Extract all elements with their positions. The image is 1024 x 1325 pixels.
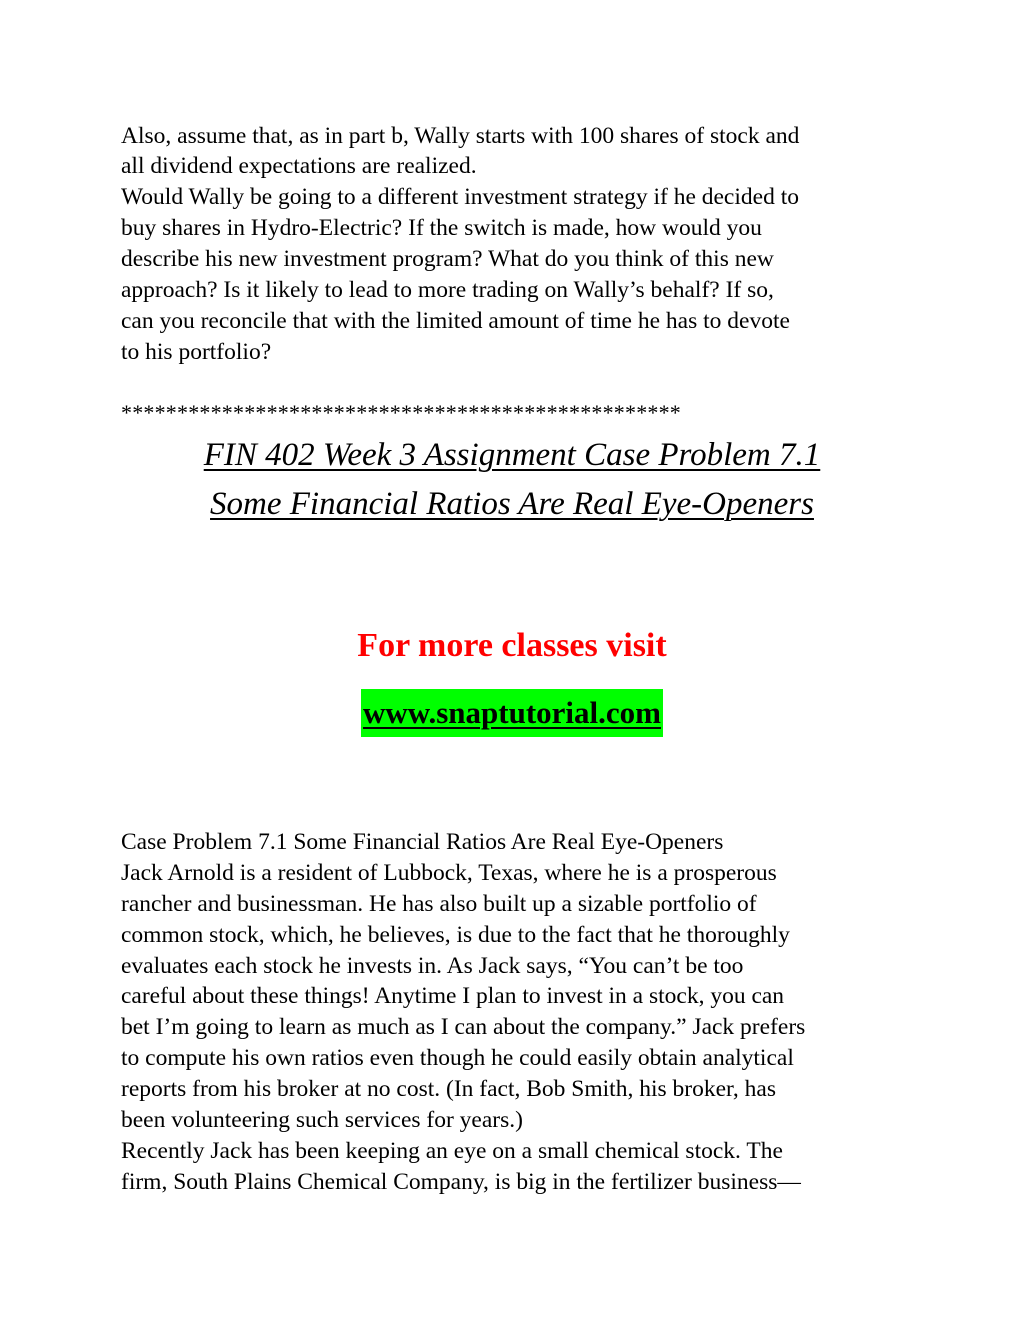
- case-line-4: common stock, which, he believes, is due to the fact that he thoroughly: [121, 922, 790, 948]
- intro-line-6: approach? Is it likely to lead to more trading on Wally’s behalf? If so,: [121, 277, 774, 303]
- intro-line-4: buy shares in Hydro-Electric? If the switch is made, how would you: [121, 215, 762, 241]
- case-line-5: evaluates each stock he invests in. As Jack says, “You can’t be too: [121, 953, 744, 979]
- case-line-1: Case Problem 7.1 Some Financial Ratios Are Real Eye-Openers: [121, 829, 724, 855]
- case-line-12: firm, South Plains Chemical Company, is big in the fertilizer business—: [121, 1169, 801, 1195]
- case-line-11: Recently Jack has been keeping an eye on a small chemical stock. The: [121, 1138, 783, 1164]
- promo-text: For more classes visit: [357, 627, 667, 664]
- case-line-3: rancher and businessman. He has also built up a sizable portfolio of: [121, 891, 757, 917]
- case-line-2: Jack Arnold is a resident of Lubbock, Texas, where he is a prosperous: [121, 860, 777, 886]
- document-title-line-1: FIN 402 Week 3 Assignment Case Problem 7.1: [203, 437, 821, 473]
- snaptutorial-link[interactable]: www.snaptutorial.com: [361, 689, 663, 737]
- promo-url-container: [0, 689, 1024, 737]
- case-line-7: bet I’m going to learn as much as I can about the company.” Jack prefers: [121, 1014, 806, 1040]
- intro-line-8: to his portfolio?: [121, 339, 272, 365]
- case-line-9: reports from his broker at no cost. (In fact, Bob Smith, his broker, has: [121, 1076, 776, 1102]
- intro-line-1: Also, assume that, as in part b, Wally starts with 100 shares of stock and: [121, 123, 800, 149]
- document-title-line-2: Some Financial Ratios Are Real Eye-Openers: [210, 486, 814, 522]
- intro-line-5: describe his new investment program? What do you think of this new: [121, 246, 774, 272]
- case-line-8: to compute his own ratios even though he could easily obtain analytical: [121, 1045, 794, 1071]
- separator-asterisks: **************************************************: [121, 400, 681, 425]
- case-line-6: careful about these things! Anytime I plan to invest in a stock, you can: [121, 983, 785, 1009]
- intro-line-2: all dividend expectations are realized.: [121, 153, 477, 179]
- intro-line-7: can you reconcile that with the limited amount of time he has to devote: [121, 308, 790, 334]
- case-line-10: been volunteering such services for years.): [121, 1107, 523, 1133]
- intro-line-3: Would Wally be going to a different investment strategy if he decided to: [121, 184, 799, 210]
